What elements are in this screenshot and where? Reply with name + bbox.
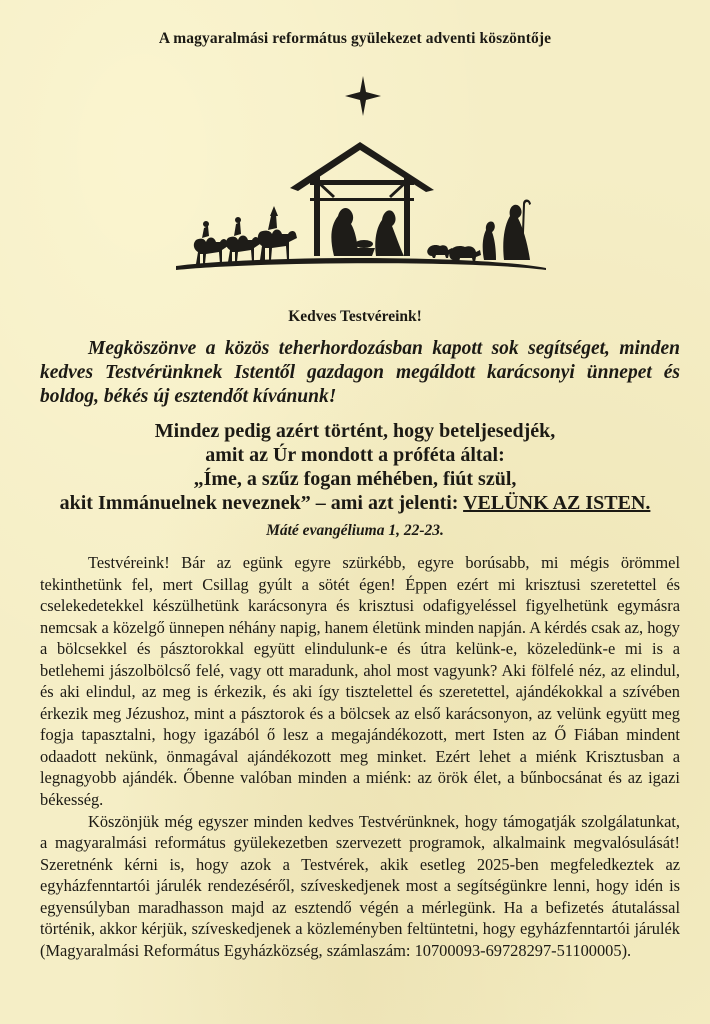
sheep-2 bbox=[449, 246, 481, 262]
greeting: Kedves Testvéreink! bbox=[288, 308, 422, 325]
camel-2 bbox=[226, 236, 260, 263]
camel-1 bbox=[194, 238, 228, 265]
verse-line-4-text: akit Immánuelnek neveznek” – ami azt jelenti: bbox=[59, 492, 464, 514]
letter-title: A magyaralmási református gyülekezet adventi köszöntője bbox=[158, 30, 552, 47]
nativity-scene-icon bbox=[170, 70, 550, 280]
verse-line-2: amit az Úr mondott a próféta által: bbox=[205, 444, 505, 466]
letter-body bbox=[40, 552, 680, 961]
paragraph-1: Testvéreink! Bár az egünk egyre szürkébb, egyre borúsabb, mi mégis örömmel tekinthetünk fel, mert Csillag gyúlt a sötét égen! Éppen ezért mi krisztusi szeretettel és cselekedetekkel készülhetünk karácsonyra és krisztusi odafigyeléssel figyelhetünk egymásra nemcsak a közelgő ünnepen néhány napig, hanem életünk minden napján. A kérdés csak az, hogy a bölcsekkel és pásztorokkal együtt elindulunk-e és útra kelünk-e, közeledünk-e mi is a betlehemi jászolbölcső felé, vagy ott maradunk, ahol most vagyunk? Aki fölfelé néz, az elindul, és aki elindul, az meg is érkezik, és aki így tisztelettel és szeretettel, ajándékokkal a szívében érkezik meg Jézushoz, mint a pásztorok és a bölcsek az első karácsonyon, az velünk együtt meg fogja tapasztalni, hogy igazából ő lesz a megajándékozott, mert Isten az Ő Fiában mindent odaadott nekünk, önmagával ajándékozott meg minket. Ezért lehet a miénk Krisztusban a legnagyobb ajándék. Őbenne valóban minden a miénk: az örök élet, a bűnbocsánat és az igazi békesség. bbox=[40, 553, 680, 810]
verse-emphasis: VELÜNK AZ ISTEN. bbox=[463, 492, 651, 514]
christmas-wish bbox=[40, 337, 680, 409]
star-icon bbox=[345, 76, 381, 116]
bible-verse bbox=[0, 419, 710, 515]
joseph-figure bbox=[375, 210, 404, 256]
manger bbox=[353, 248, 375, 256]
verse-citation: Máté evangéliuma 1, 22-23. bbox=[266, 522, 444, 539]
verse-line-1: Mindez pedig azért történt, hogy beteljesedjék, bbox=[154, 420, 556, 442]
camel-3 bbox=[258, 230, 297, 261]
shepherd bbox=[503, 205, 530, 260]
verse-line-4 bbox=[0, 491, 710, 515]
verse-line-3: „Íme, a szűz fogan méhében, fiút szül, bbox=[193, 468, 517, 490]
sheep-1 bbox=[427, 245, 453, 258]
paragraph-2: Köszönjük még egyszer minden kedves Testvérünknek, hogy támogatják szolgálatunkat, a magyaralmási református gyülekezetben szervezett programok, alkalmaink megvalósulását! Szeretnénk kérni is, hogy azok a Testvérek, akik esetleg 2025-ben megfeledkeztek az egyházfenntartói járulék rendezéséről, szíveskedjenek most a segítségünkre lenni, hogy idén is egyensúlyban maradhasson majd az esztendő végén a mérlegünk. Ha a befizetés átutalással történik, akkor kérjük, szíveskedjenek a közleményben feltüntetni, hogy egyházfenntartói járulék (Magyaralmási Református Egyházközség, számlaszám: 10700093-69728297-51100005). bbox=[40, 811, 680, 960]
shepherd-boy bbox=[483, 221, 496, 260]
christmas-wish-text: Megköszönve a közös teherhordozásban kapott sok segítséget, minden kedves Testvérünknek Istentől gazdagon megáldott karácsonyi ünnepet és boldog, békés új esztendőt kívánunk! bbox=[40, 338, 680, 407]
